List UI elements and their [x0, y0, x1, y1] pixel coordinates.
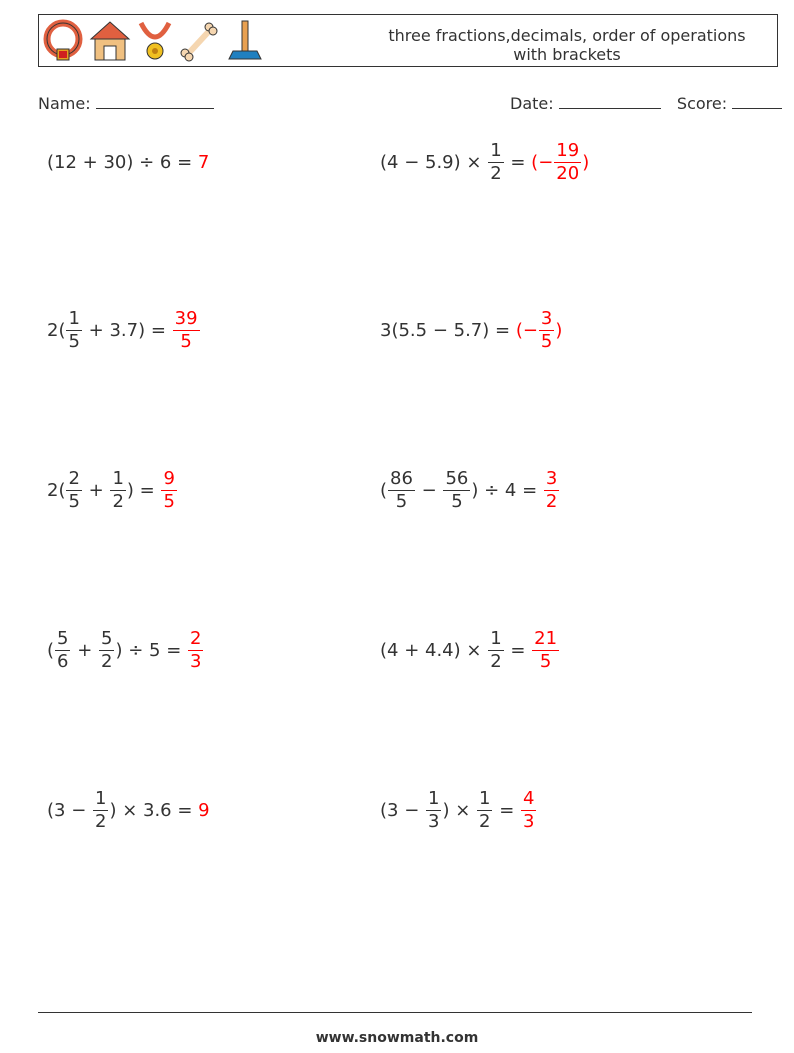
denominator: 2	[101, 650, 113, 672]
expression-fraction	[388, 467, 415, 512]
numerator: 1	[112, 467, 124, 489]
answer	[187, 627, 204, 672]
icon-strip	[43, 19, 265, 63]
footer-divider	[38, 1012, 752, 1013]
expression-text: (3 −	[380, 799, 425, 821]
numerator: 9	[163, 467, 175, 489]
expression-text: (3 −	[47, 799, 92, 821]
denominator: 20	[556, 162, 580, 184]
problem-7	[47, 625, 204, 675]
problem-9	[47, 785, 210, 835]
expression-text: 2(	[47, 319, 66, 341]
answer	[543, 467, 560, 512]
expression-text: =	[493, 799, 520, 821]
answer-fraction	[521, 787, 536, 832]
expression-text: (4 − 5.9) ×	[380, 151, 488, 173]
denominator: 3	[428, 810, 440, 832]
expression-fraction	[477, 787, 492, 832]
denominator: 2	[479, 810, 491, 832]
numerator: 21	[534, 627, 558, 649]
answer: 9	[198, 799, 210, 821]
expression-text: =	[504, 151, 532, 173]
denominator: 2	[112, 490, 124, 512]
denominator: 2	[490, 650, 502, 672]
numerator: 5	[101, 627, 113, 649]
expression-text: −	[415, 479, 443, 501]
denominator: 5	[540, 330, 553, 352]
numerator: 1	[428, 787, 440, 809]
expression-text: (12 + 30) ÷ 6 =	[47, 151, 198, 173]
answer-fraction	[161, 467, 176, 512]
expression-fraction	[93, 787, 108, 832]
expression-fraction	[55, 627, 70, 672]
expression-text: (	[380, 479, 388, 501]
title-line-2: with brackets	[513, 45, 621, 64]
plunger-icon	[225, 19, 265, 63]
expression-text: ) ×	[442, 799, 477, 821]
expression-text: ) ÷ 5 =	[115, 639, 187, 661]
denominator: 5	[451, 490, 463, 512]
worksheet-header	[38, 14, 778, 67]
numerator: 1	[68, 307, 80, 329]
numerator: 5	[57, 627, 69, 649]
answer: 7	[197, 151, 210, 173]
answer	[172, 307, 201, 352]
expression-fraction	[99, 627, 114, 672]
doghouse-icon	[89, 19, 131, 63]
denominator: 3	[190, 650, 202, 672]
date-label: Date:	[510, 94, 554, 113]
bone-icon	[179, 19, 219, 63]
numerator: 39	[174, 307, 198, 329]
denominator: 5	[68, 490, 80, 512]
denominator: 5	[180, 330, 192, 352]
worksheet-title	[367, 26, 767, 64]
answer-fraction	[554, 139, 581, 184]
answer: (− $\frac{3}{5}$ )	[515, 307, 563, 352]
answer	[520, 787, 537, 832]
score-blank[interactable]	[732, 94, 782, 109]
expression-fraction	[66, 307, 81, 352]
date-score-fields	[510, 94, 782, 113]
numerator: 2	[190, 627, 202, 649]
numerator: 4	[523, 787, 535, 809]
denominator: 5	[163, 490, 175, 512]
denominator: 5	[539, 650, 552, 672]
expression-text: ) × 3.6 =	[109, 799, 199, 821]
expression-text: +	[71, 639, 99, 661]
expression-text: =	[504, 639, 532, 661]
title-line-1: three fractions,decimals, order of operations	[388, 26, 746, 45]
expression-text: +	[82, 479, 110, 501]
problem-6	[380, 465, 560, 515]
expression-fraction	[488, 139, 503, 184]
denominator: 2	[545, 490, 558, 512]
problem-10	[380, 785, 537, 835]
numerator: 2	[68, 467, 80, 489]
expression-fraction	[66, 467, 81, 512]
expression-text: ) ÷ 4 =	[471, 479, 543, 501]
numerator: 1	[490, 627, 502, 649]
collar-icon	[43, 19, 83, 63]
expression-text: 2(	[47, 479, 66, 501]
denominator: 5	[68, 330, 80, 352]
denominator: 6	[57, 650, 69, 672]
name-field[interactable]	[38, 94, 214, 113]
answer-fraction	[539, 307, 554, 352]
answer-fraction	[532, 627, 559, 672]
expression-fraction	[488, 627, 503, 672]
problem-3	[47, 305, 201, 355]
denominator: 5	[395, 490, 408, 512]
problem-5	[47, 465, 178, 515]
expression-text: (4 + 4.4) ×	[380, 639, 488, 661]
answer: (− $\frac{19}{20}$ )	[531, 139, 590, 184]
expression-text: ) =	[126, 479, 161, 501]
problem-1	[47, 137, 209, 187]
expression-fraction	[443, 467, 470, 512]
numerator: 3	[545, 467, 558, 489]
expression-text: 3(5.5 − 5.7) =	[380, 319, 516, 341]
denominator: 2	[490, 162, 502, 184]
answer-fraction	[544, 467, 559, 512]
answer	[160, 467, 177, 512]
numerator: 19	[556, 139, 580, 161]
expression-text: (	[47, 639, 55, 661]
numerator: 1	[95, 787, 107, 809]
numerator: 3	[540, 307, 553, 329]
problem-8	[380, 625, 560, 675]
numerator: 1	[479, 787, 491, 809]
footer-website: www.snowmath.com	[315, 1030, 479, 1046]
expression-fraction	[110, 467, 125, 512]
denominator: 2	[95, 810, 107, 832]
name-blank[interactable]	[96, 94, 214, 109]
answer-fraction	[173, 307, 200, 352]
problem-2	[380, 137, 589, 187]
expression-fraction	[426, 787, 441, 832]
answer	[531, 627, 560, 672]
name-label: Name:	[38, 94, 91, 113]
numerator: 1	[490, 139, 502, 161]
numerator: 56	[445, 467, 469, 489]
medal-collar-icon	[137, 19, 173, 63]
numerator: 86	[390, 467, 413, 489]
problem-4	[380, 305, 562, 355]
answer-fraction	[188, 627, 203, 672]
expression-text: + 3.7) =	[82, 319, 172, 341]
score-label: Score:	[676, 94, 728, 113]
denominator: 3	[523, 810, 535, 832]
date-blank[interactable]	[559, 94, 661, 109]
